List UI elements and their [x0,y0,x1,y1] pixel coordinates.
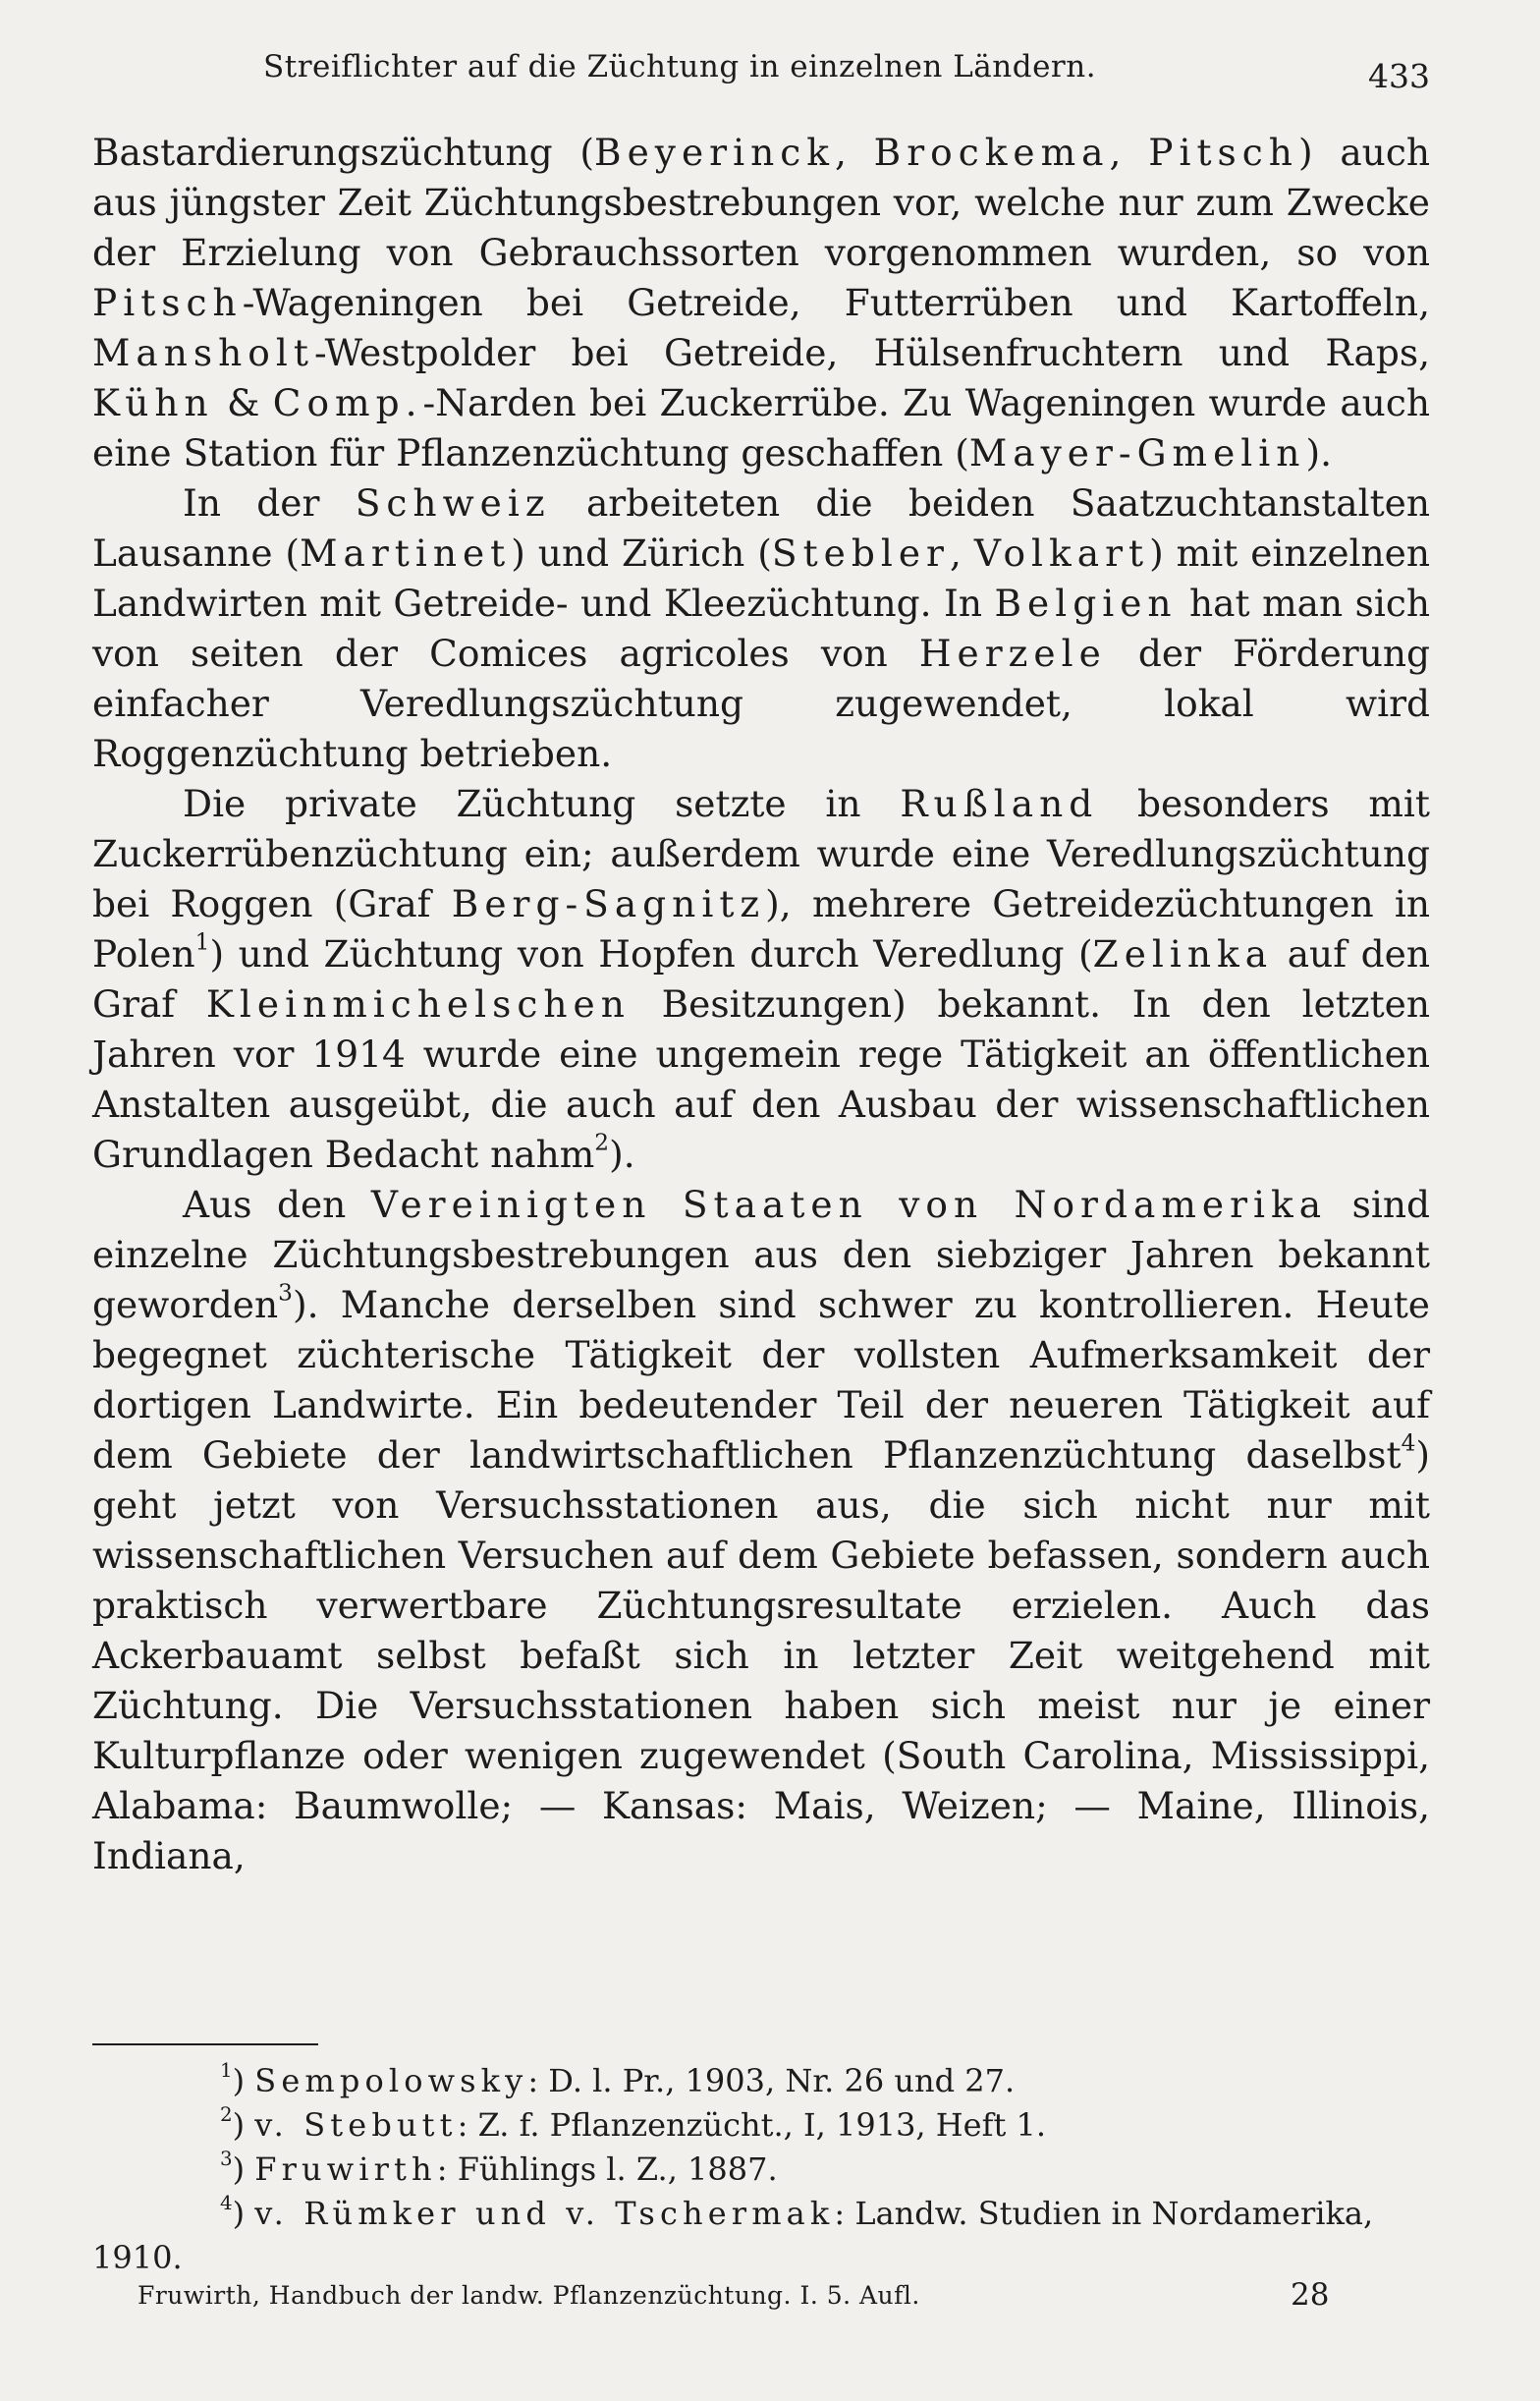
name-stebler: Stebler [771,531,950,575]
name-herzele: Herzele [918,632,1107,675]
footnote-ref-2[interactable]: 2 [594,1129,610,1156]
footnote-ref-4[interactable]: 4 [1401,1429,1416,1457]
footnote-rule [92,2043,318,2045]
name-beyerinck: Beyerinck [594,131,835,174]
footnote-ref-1[interactable]: 1 [194,928,210,956]
running-head: Streiflichter auf die Züchtung in einzelnen Ländern. [263,49,1097,84]
name-brockema: Brockema [873,131,1110,174]
name-volkart: Volkart [973,531,1150,575]
paragraph-2: In der Schweiz arbeiteten die beiden Saatzuchtanstalten Lausanne (Martinet) und Zürich (Stebler, Volkart) mit einzelnen Landwirten mit Getreide- und Kleezüchtung. In Belgien hat man sich von seiten der Comices agricoles von Herzele der Förderung einfacher Veredlungszüchtung zugewendet, lokal wird Roggenzüchtung betrieben. [92,481,1431,775]
name-kleinmichel: Kleinmichelschen [205,982,631,1026]
footnote-1: $^1$) Sempolowsky: D. l. Pr., 1903, Nr. 26 und 27. [220,2059,1016,2099]
footnote-3: $^3$) Fruwirth: Fühlings l. Z., 1887. [220,2148,778,2188]
name-pitsch: Pitsch [92,281,243,324]
paragraph-1: Bastardierungszüchtung (Beyerinck, Brockema, Pitsch) auch aus jüngster Zeit Züchtungsbestrebungen vor, welche nur zum Zwecke der Erzielung von Gebrauchssorten vorgenommen wurden, so von Pitsch-Wageningen bei Getreide, Futterrüben und Kartoffeln, Mansholt-Westpolder bei Getreide, Hülsenfruchtern und Raps, Kühn & Comp.-Narden bei Zuckerrübe. Zu Wageningen wurde auch eine Station für Pflanzenzüchtung geschaffen (Mayer-Gmelin). [92,131,1430,475]
footnote-2: $^2$) v. Stebutt: Z. f. Pflanzenzücht., I, 1913, Heft 1. [220,2103,1047,2144]
name-kuehn: Kühn [92,381,214,424]
footnote-4: $^4$) v. Rümker und v. Tschermak: Landw. Studien in Nordamerika, 1910. [92,2192,1374,2276]
name-vereinigte-staaten: Vereinigten Staaten von Nordamerika [370,1183,1328,1226]
name-berg-sagnitz: Berg-Sagnitz [451,882,766,925]
name-mayer-gmelin: Mayer-Gmelin [968,431,1306,475]
footnote-ref-3[interactable]: 3 [278,1279,293,1307]
page-number: 433 [1368,57,1430,95]
body-text [92,128,1430,1881]
paragraph-3: Die private Züchtung setzte in Rußland besonders mit Zuckerrübenzüchtung ein; außerdem wurde eine Veredlungszüchtung bei Roggen (Graf Berg-Sagnitz), mehrere Getreidezüchtungen in Polen$^1$) und Züchtung von Hopfen durch Veredlung (Zelinka auf den Graf Kleinmichelschen Besitzungen) bekannt. In den letzten Jahren vor 1914 wurde eine ungemein rege Tätigkeit an öffentlichen Anstalten ausgeübt, die auch auf den Ausbau der wissenschaftlichen Grundlagen Bedacht nahm$^2$). [92,782,1431,1176]
name-mansholt: Mansholt [92,331,314,374]
signature-number: 28 [1291,2277,1330,2313]
name-belgien: Belgien [994,582,1178,625]
paragraph-4: Aus den Vereinigten Staaten von Nordamerika sind einzelne Züchtungsbestrebungen aus den siebziger Jahren bekannt geworden$^3$). Manche derselben sind schwer zu kontrollieren. Heute begegnet züchterische Tätigkeit der vollsten Aufmerksamkeit der dortigen Landwirte. Ein bedeutender Teil der neueren Tätigkeit auf dem Gebiete der landwirtschaftlichen Pflanzenzüchtung daselbst$^4$) geht jetzt von Versuchsstationen aus, die sich nicht nur mit wissenschaftlichen Versuchen auf dem Gebiete befassen, sondern auch praktisch verwertbare Züchtungsresultate erzielen. Auch das Ackerbauamt selbst befaßt sich in letzter Zeit weitgehend mit Züchtung. Die Versuchsstationen haben sich meist nur je einer Kulturpflanze oder wenigen zugewendet (South Carolina, Mississippi, Alabama: Baumwolle; — Kansas: Mais, Weizen; — Maine, Illinois, Indiana, [92,1183,1430,1877]
name-martinet: Martinet [300,531,512,575]
printer-signature: Fruwirth, Handbuch der landw. Pflanzenzüchtung. I. 5. Aufl. [138,2281,920,2310]
footnotes [92,2059,1430,2280]
name-russland: Rußland [900,782,1099,825]
name-comp: Comp. [272,381,423,424]
name-pitsch: Pitsch [1148,131,1298,174]
name-schweiz: Schweiz [355,481,551,525]
name-zelinka: Zelinka [1092,932,1274,976]
